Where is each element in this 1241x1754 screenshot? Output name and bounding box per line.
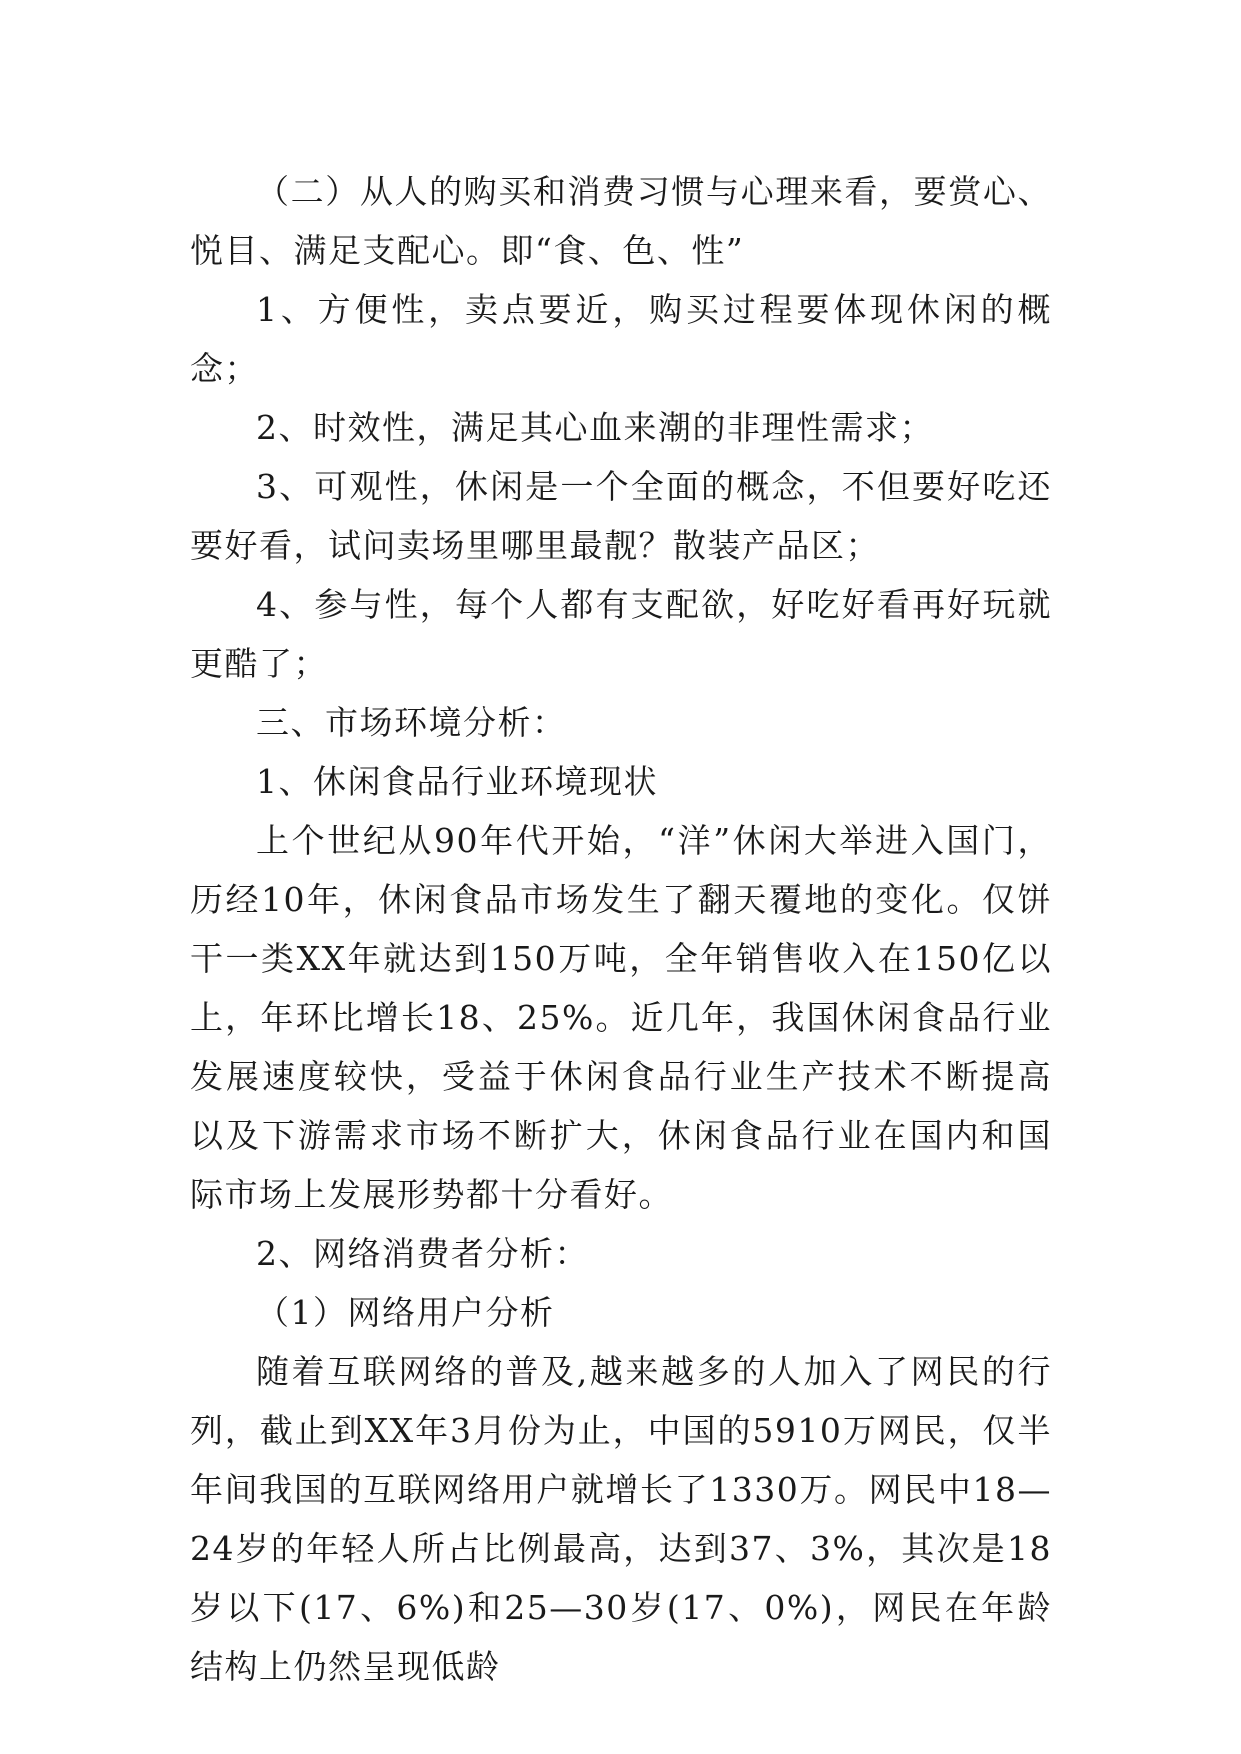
- subheading-online-consumers: 2、网络消费者分析：: [256, 1234, 589, 1273]
- paragraph-participation: 4、参与性，每个人都有支配欲，好吃好看再好玩就更酷了；: [190, 585, 1052, 683]
- paragraph-visibility: 3、可观性，休闲是一个全面的概念，不但要好吃还要好看，试问卖场里哪里最靓？散装产品区；: [190, 467, 1052, 565]
- subheading-industry-status: 1、休闲食品行业环境现状: [256, 762, 658, 801]
- paragraph-industry-status: 上个世纪从90年代开始，“洋”休闲大举进入国门，历经10年，休闲食品市场发生了翻天覆地的变化。仅饼干一类XX年就达到150万吨，全年销售收入在150亿以上，年环比增长18、25%。近几年，我国休闲食品行业发展速度较快，受益于休闲食品行业生产技术不断提高以及下游需求市场不断扩大，休闲食品行业在国内和国际市场上发展形势都十分看好。: [190, 821, 1052, 1214]
- paragraph-convenience: 1、方便性，卖点要近，购买过程要体现休闲的概念；: [190, 290, 1052, 388]
- document-body: [190, 162, 1052, 1696]
- paragraph-timeliness: 2、时效性，满足其心血来潮的非理性需求；: [256, 408, 934, 447]
- paragraph-online-users: 随着互联网络的普及,越来越多的人加入了网民的行列，截止到XX年3月份为止，中国的5910万网民，仅半年间我国的互联网络用户就增长了1330万。网民中18—24岁的年轻人所占比例最高，达到37、3%，其次是18岁以下(17、6%)和25—30岁(17、0%)，网民在年龄结构上仍然呈现低龄: [190, 1352, 1052, 1686]
- section-heading-market-environment: 三、市场环境分析：: [256, 703, 567, 742]
- subheading-online-users: （1）网络用户分析: [256, 1293, 555, 1332]
- paragraph-consumer-psychology: （二）从人的购买和消费习惯与心理来看，要赏心、悦目、满足支配心。即“食、色、性”: [190, 172, 1052, 270]
